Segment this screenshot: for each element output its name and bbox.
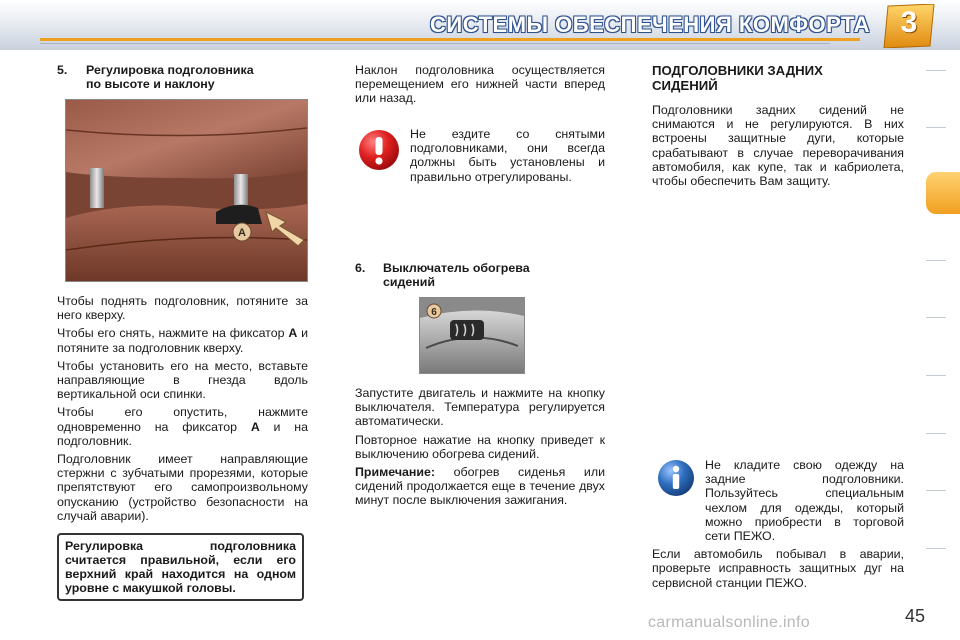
chapter-tab[interactable] [926, 70, 946, 71]
header-thin-line [40, 43, 830, 44]
chapter-tabs[interactable] [926, 70, 946, 590]
headrest-note-box: Регулировка подголовника считается правильной, если его верхний край находится на одном уровне с макушкой головы. [57, 533, 304, 601]
section6-heading: Выключатель обогрева сидений [383, 261, 530, 289]
chapter-tab[interactable] [926, 375, 946, 376]
header-accent-line [40, 38, 860, 41]
watermark-text: carmanualsonline.info [648, 614, 810, 631]
chapter-tab[interactable] [926, 433, 946, 434]
section5-body: Чтобы поднять подголовник, потяните за него кверху. Чтобы его снять, нажмите на фиксатор A и потяните за подголовник кверху. Чтобы установить его на место, вставьте направляющие в гнезда вдоль вертикальной оси спинки. Чтобы его опустить, нажмите одновременно на фиксатор A и на подголовник. Подголовник имеет направляющие стержни с зубчатыми прорезями, которые препятствуют его самопроизвольному опусканию (устройство безопасности на случай аварии). [57, 294, 308, 523]
warning-icon [357, 128, 401, 172]
chapter-number: 3 [900, 6, 918, 39]
headrest-photo [65, 99, 308, 282]
page-number: 45 [905, 606, 926, 626]
chapter-tab-active[interactable] [926, 172, 960, 214]
rear-headrests-body: Подголовники задних сидений не снимаются и не регулируются. В них встроены защитные дуги, которые срабатывают в случае переворачивания автомобиля, как купе, так и кабриолета, чтобы обеспечить Вам защиту. [652, 103, 904, 189]
seat-heating-switch-photo [419, 297, 525, 374]
info-text: Не кладите свою одежду на задние подголовники. Пользуйтесь специальным чехлом для одежды, который можно приобрести в торговой сети ПЕЖО. Если автомобиль побывал в аварии, проверьте исправность защитных дуг на сервисной станции ПЕЖО. [652, 458, 904, 590]
chapter-tab[interactable] [926, 260, 946, 261]
warning-text: Не ездите со снятыми подголовниками, они всегда должны быть установлены и правильно отрегулированы. [410, 127, 605, 184]
chapter-tab[interactable] [926, 490, 946, 491]
section6-body: Запустите двигатель и нажмите на кнопку выключателя. Температура регулируется автоматически. Повторное нажатие на кнопку приведет к выключению обогрева сидений. Примечание: обогрев сиденья или сидений продолжается еще в течение двух минут после выключения зажигания. [355, 386, 605, 508]
chapter-tab[interactable] [926, 317, 946, 318]
chapter-tab[interactable] [926, 127, 946, 128]
page-title: СИСТЕМЫ ОБЕСПЕЧЕНИЯ КОМФОРТА [430, 12, 870, 37]
chapter-tab[interactable] [926, 548, 946, 549]
section5-heading: Регулировка подголовника по высоте и наклону [86, 63, 254, 91]
photo-label-6: 6 [431, 307, 437, 318]
tilt-paragraph: Наклон подголовника осуществляется перемещением его нижней части вперед или назад. [355, 63, 605, 106]
rear-headrests-heading: ПОДГОЛОВНИКИ ЗАДНИХ СИДЕНИЙ [652, 63, 823, 93]
photo-label-a: A [238, 227, 246, 239]
section6-number: 6. [355, 261, 366, 275]
section5-number: 5. [57, 63, 68, 77]
